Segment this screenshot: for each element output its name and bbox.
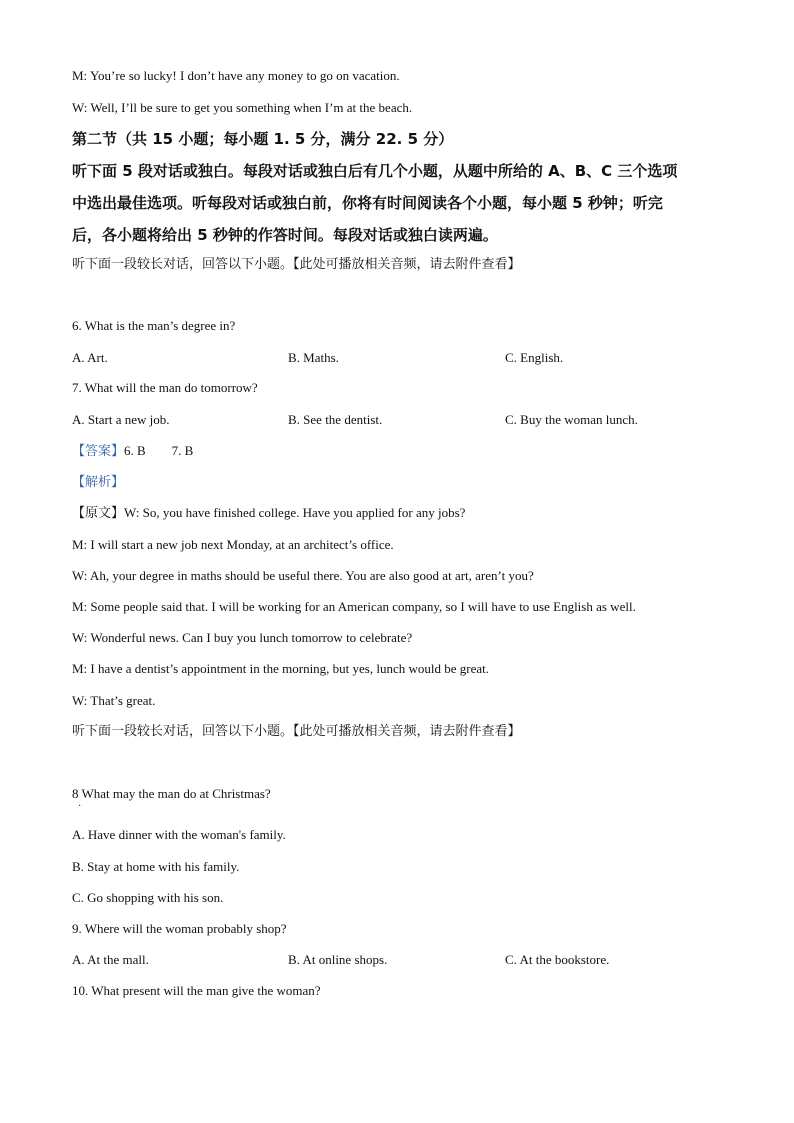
q7-option-a: A. Start a new job. [72, 412, 170, 427]
q9-option-b: B. At online shops. [288, 952, 388, 967]
answer-text: 6. B 7. B [124, 443, 194, 458]
q8-option-c: C. Go shopping with his son. [72, 890, 224, 905]
q8-option-b: B. Stay at home with his family. [72, 859, 240, 874]
transcript-line: W: Ah, your degree in maths should be useful there. You are also good at art, aren’t you? [72, 568, 534, 583]
answer-line [72, 443, 193, 460]
dialogue-line-man: M: You’re so lucky! I don’t have any money to go on vacation. [72, 68, 400, 83]
listen-prompt: 听下面一段较长对话，回答以下小题。【此处可播放相关音频，请去附件查看】 [72, 257, 521, 272]
question-9: 9. Where will the woman probably shop? [72, 921, 287, 936]
dialogue-line-woman: W: Well, I’ll be sure to get you something when I’m at the beach. [72, 100, 413, 115]
instruction-line-2: 中选出最佳选项。听每段对话或独白前，你将有时间阅读各个小题，每小题 5 秒钟；听完 [72, 194, 663, 212]
transcript-line: W: Wonderful news. Can I buy you lunch tomorrow to celebrate? [72, 630, 413, 645]
transcript-line: M: I have a dentist’s appointment in the morning, but yes, lunch would be great. [72, 661, 490, 676]
instruction-line-3: 后，各小题将给出 5 秒钟的作答时间。每段对话或独白读两遍。 [72, 226, 498, 244]
q7-option-b: B. See the dentist. [288, 412, 383, 427]
q9-option-a: A. At the mall. [72, 952, 149, 967]
answer-tag: 【答案】 [72, 444, 125, 459]
q6-option-a: A. Art. [72, 350, 108, 365]
instruction-line-1: 听下面 5 段对话或独白。每段对话或独白后有几个小题，从题中所给的 A、B、C 三个选项 [72, 162, 678, 180]
section-heading: 第二节（共 15 小题；每小题 1. 5 分，满分 22. 5 分） [72, 130, 454, 148]
q6-option-c: C. English. [505, 350, 564, 365]
transcript-tag: 【原文】 [72, 506, 125, 521]
listen-prompt: 听下面一段较长对话，回答以下小题。【此处可播放相关音频，请去附件查看】 [72, 724, 521, 739]
q8-option-a: A. Have dinner with the woman's family. [72, 827, 286, 842]
transcript-line: M: I will start a new job next Monday, at an architect’s office. [72, 537, 394, 552]
stray-dot: · [78, 801, 82, 812]
analysis-line [72, 474, 124, 491]
q9-option-c: C. At the bookstore. [505, 952, 610, 967]
transcript-line: M: Some people said that. I will be working for an American company, so I will have to use English as well. [72, 599, 636, 614]
transcript-line: W: That’s great. [72, 693, 156, 708]
analysis-tag: 【解析】 [72, 475, 125, 490]
q7-option-c: C. Buy the woman lunch. [505, 412, 638, 427]
q6-option-b: B. Maths. [288, 350, 339, 365]
question-6: 6. What is the man’s degree in? [72, 318, 236, 333]
question-7: 7. What will the man do tomorrow? [72, 380, 258, 395]
transcript-first: W: So, you have finished college. Have you applied for any jobs? [124, 505, 466, 520]
transcript-first-line [72, 505, 465, 522]
question-8: 8 What may the man do at Christmas? [72, 786, 271, 801]
question-10: 10. What present will the man give the woman? [72, 983, 321, 998]
